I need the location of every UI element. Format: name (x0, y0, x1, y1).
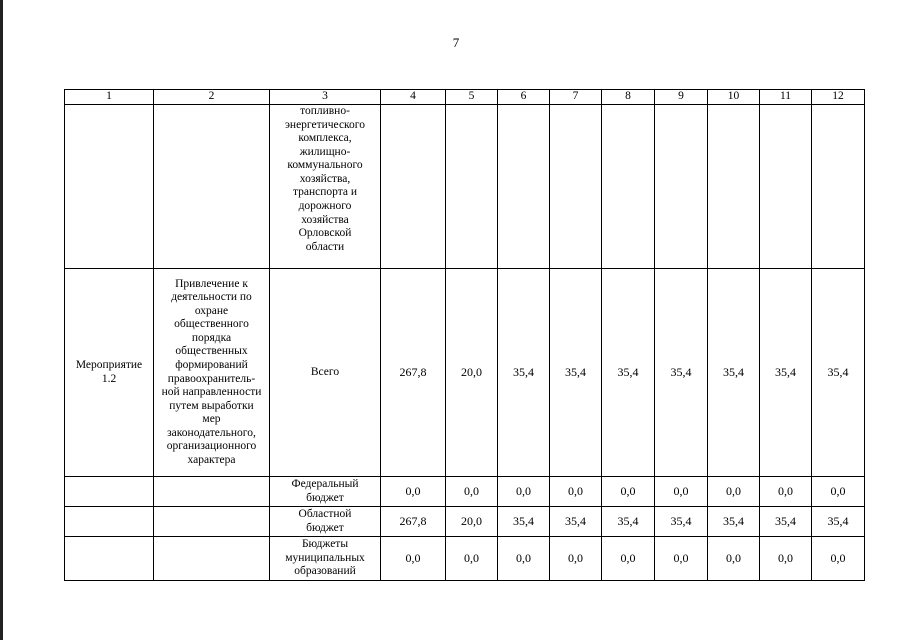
value-cell: 0,0 (812, 537, 865, 581)
value-cell: 0,0 (655, 537, 708, 581)
value-cell: 35,4 (655, 507, 708, 537)
value-cell (446, 105, 498, 269)
source-line: Орловской (298, 227, 352, 240)
header-cell-9: 9 (655, 90, 708, 105)
table-body (65, 90, 865, 581)
event-line: 1.2 (101, 372, 117, 385)
description-line: путем выработки (169, 399, 254, 412)
source-cell (270, 105, 381, 269)
description-cell (154, 537, 270, 581)
description-cell (154, 477, 270, 507)
value-cell: 35,4 (812, 269, 865, 477)
header-cell-4: 4 (381, 90, 446, 105)
header-cell-10: 10 (708, 90, 760, 105)
value-cell: 0,0 (760, 477, 812, 507)
value-cell: 35,4 (498, 269, 550, 477)
description-line: правоохранитель- (167, 372, 256, 385)
value-cell: 35,4 (602, 269, 655, 477)
source-line: бюджет (306, 491, 344, 504)
value-cell: 35,4 (550, 507, 602, 537)
header-cell-7: 7 (550, 90, 602, 105)
value-cell: 35,4 (602, 507, 655, 537)
event-cell (65, 105, 154, 269)
description-line: ной направленности (161, 386, 262, 399)
source-line: хозяйства (301, 213, 349, 226)
value-cell: 35,4 (760, 507, 812, 537)
value-cell: 35,4 (655, 269, 708, 477)
table-row (65, 105, 865, 269)
header-cell-2: 2 (154, 90, 270, 105)
header-cell-3: 3 (270, 90, 381, 105)
value-cell (812, 105, 865, 269)
value-cell (708, 105, 760, 269)
description-line: общественных (175, 345, 248, 358)
source-line: энергетического (284, 118, 365, 131)
value-cell: 0,0 (498, 537, 550, 581)
description-line: мер (202, 413, 221, 426)
value-cell (655, 105, 708, 269)
description-line: характера (187, 453, 236, 466)
value-cell: 0,0 (708, 477, 760, 507)
source-line: хозяйства, (299, 172, 351, 185)
source-line: бюджет (306, 521, 344, 534)
value-cell: 0,0 (446, 537, 498, 581)
source-line: образований (294, 565, 356, 578)
table-row (65, 477, 865, 507)
header-cell-6: 6 (498, 90, 550, 105)
source-line: муниципальных (285, 551, 365, 564)
table-row (65, 269, 865, 477)
description-line: законодательного, (167, 426, 256, 439)
description-cell (154, 269, 270, 477)
table-row (65, 507, 865, 537)
value-cell: 20,0 (446, 507, 498, 537)
source-cell (270, 477, 381, 507)
value-cell (550, 105, 602, 269)
description-line: общественного (174, 318, 249, 331)
header-row (65, 90, 865, 105)
page-number: 7 (452, 35, 460, 50)
value-cell: 0,0 (498, 477, 550, 507)
description-line: Привлечение к (175, 277, 248, 290)
description-line: охране (194, 304, 229, 317)
value-cell: 35,4 (550, 269, 602, 477)
source-line: Областной (298, 507, 352, 520)
source-line: коммунального (287, 159, 363, 172)
value-cell: 0,0 (708, 537, 760, 581)
source-line: комплекса, (298, 132, 352, 145)
header-cell-11: 11 (760, 90, 812, 105)
source-cell (270, 507, 381, 537)
description-line: порядка (191, 331, 232, 344)
event-cell (65, 537, 154, 581)
source-line: топливно- (300, 105, 350, 117)
value-cell: 0,0 (381, 477, 446, 507)
value-cell: 0,0 (655, 477, 708, 507)
scan-left-edge (0, 0, 3, 640)
description-line: деятельности по (171, 291, 252, 304)
header-cell-12: 12 (812, 90, 865, 105)
value-cell: 267,8 (381, 269, 446, 477)
event-cell (65, 269, 154, 477)
value-cell: 35,4 (708, 269, 760, 477)
value-cell (498, 105, 550, 269)
event-cell (65, 477, 154, 507)
value-cell: 0,0 (381, 537, 446, 581)
header-cell-5: 5 (446, 90, 498, 105)
description-cell (154, 507, 270, 537)
description-cell (154, 105, 270, 269)
value-cell: 0,0 (446, 477, 498, 507)
value-cell: 267,8 (381, 507, 446, 537)
event-cell (65, 507, 154, 537)
value-cell: 0,0 (550, 537, 602, 581)
event-line: Мероприятие (75, 358, 143, 371)
value-cell (760, 105, 812, 269)
source-cell (270, 537, 381, 581)
header-cell-1: 1 (65, 90, 154, 105)
value-cell: 35,4 (812, 507, 865, 537)
description-line: организационного (166, 440, 257, 453)
source-line: Бюджеты (301, 538, 349, 551)
source-line: жилищно- (299, 145, 351, 158)
value-cell: 0,0 (550, 477, 602, 507)
source-line: Федеральный (291, 477, 359, 490)
value-cell: 0,0 (602, 537, 655, 581)
source-line: области (305, 240, 345, 253)
header-cell-8: 8 (602, 90, 655, 105)
value-cell (602, 105, 655, 269)
value-cell: 35,4 (498, 507, 550, 537)
budget-table (64, 89, 865, 581)
value-cell: 20,0 (446, 269, 498, 477)
source-line: дорожного (298, 199, 352, 212)
source-cell: Всего (270, 269, 381, 477)
value-cell: 0,0 (760, 537, 812, 581)
description-line: формирований (175, 358, 248, 371)
value-cell: 0,0 (602, 477, 655, 507)
value-cell (381, 105, 446, 269)
value-cell: 35,4 (708, 507, 760, 537)
source-line: транспорта и (292, 186, 358, 199)
table-row (65, 537, 865, 581)
value-cell: 35,4 (760, 269, 812, 477)
value-cell: 0,0 (812, 477, 865, 507)
